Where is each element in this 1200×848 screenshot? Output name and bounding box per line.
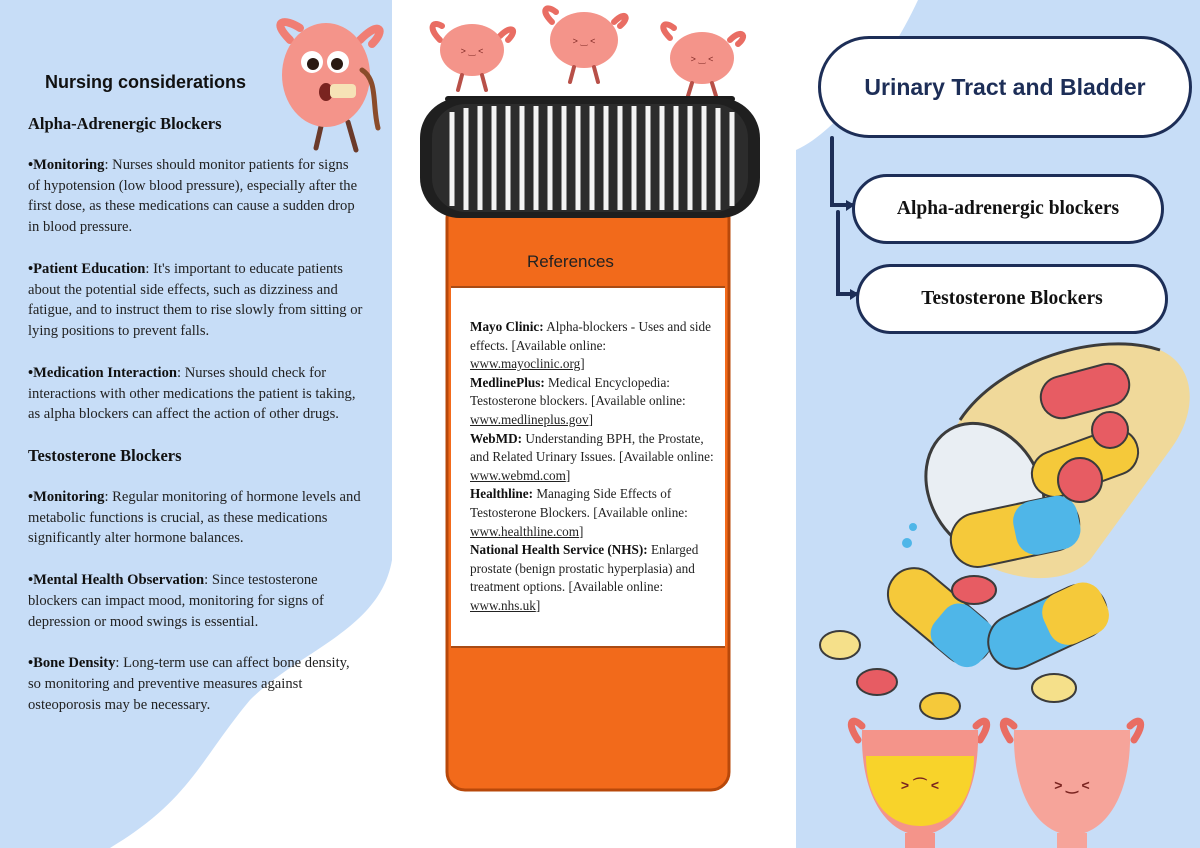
reference-link[interactable]: www.nhs.uk [470, 597, 536, 613]
reference-link[interactable]: www.webmd.com [470, 467, 566, 483]
spilled-pills-jar-icon [902, 344, 1189, 578]
reference-item: National Health Service (NHS): Enlarged prostate (benign prostatic hyperplasia) and treatment options. [Available online: www.nhs.uk] [470, 542, 699, 613]
urinary-tract-title-box [818, 36, 1192, 138]
reference-item: Mayo Clinic: Alpha-blockers - Uses and side effects. [Available online: www.mayoclinic.org] [470, 319, 711, 372]
alpha-blockers-box [852, 174, 1164, 244]
alpha-blockers-label: Alpha-adrenergic blockers [896, 198, 1120, 219]
alpha-monitoring-paragraph: •Monitoring: Nurses should monitor patients for signs of hypotension (low blood pressure), especially after the first dose, as these medications can cause a sudden drop in blood pressure. [28, 156, 358, 236]
testosterone-mental-health-paragraph: •Mental Health Observation: Since testosterone blockers can impact mood, monitoring for signs of depression or mood swings is essential. [28, 571, 324, 630]
testosterone-blockers-heading: Testosterone Blockers [28, 445, 182, 465]
urinary-tract-title: Urinary Tract and Bladder [864, 73, 1146, 100]
svg-text:> ⌒ <: > ⌒ < [900, 777, 940, 793]
reference-link[interactable]: www.healthline.com [470, 523, 580, 539]
reference-item: MedlinePlus: Medical Encyclopedia: Testosterone blockers. [Available online: www.medlineplus.gov] [470, 374, 686, 427]
alpha-medication-interaction-paragraph: •Medication Interaction: Nurses should check for interactions with other medications the patient is taking, as alpha blockers can affect the action of other drugs. [28, 364, 356, 423]
testosterone-blockers-box [856, 264, 1168, 334]
alpha-blockers-heading: Alpha-Adrenergic Blockers [28, 114, 222, 133]
reference-item: Healthline: Managing Side Effects of Testosterone Blockers. [Available online: www.healthline.com] [470, 486, 688, 539]
reference-item: WebMD: Understanding BPH, the Prostate, and Related Urinary Issues. [Available online: www.webmd.com] [470, 430, 714, 483]
svg-text:> ‿ <: > ‿ < [1054, 777, 1090, 793]
references-title: References [527, 252, 614, 271]
references-list [470, 318, 720, 616]
testosterone-blockers-label: Testosterone Blockers [921, 288, 1103, 309]
testosterone-monitoring-paragraph: •Monitoring: Regular monitoring of hormone levels and metabolic functions is crucial, as these medications significantly alter hormone balances. [28, 488, 361, 547]
svg-text:> ‿ <: > ‿ < [460, 46, 484, 56]
svg-text:> ‿ <: > ‿ < [572, 36, 596, 46]
alpha-patient-education-paragraph: •Patient Education: It's important to educate patients about the potential side effects, such as dizziness and fatigue, and to instruct them to rise slowly from sitting or lying positions to prevent falls. [28, 260, 363, 340]
testosterone-bone-density-paragraph: •Bone Density: Long-term use can affect bone density, so monitoring and preventive measures against osteoporosis may be necessary. [28, 655, 350, 713]
nursing-considerations-content [28, 114, 364, 736]
reference-link[interactable]: www.medlineplus.gov [470, 411, 589, 427]
nursing-considerations-title: Nursing considerations [45, 72, 247, 92]
bladder-yellow-icon [851, 721, 986, 848]
reference-link[interactable]: www.mayoclinic.org [470, 356, 581, 372]
bladder-pink-icon [1003, 721, 1140, 848]
bladder-mascots-row-icon [433, 8, 743, 96]
svg-text:> ‿ <: > ‿ < [690, 54, 714, 64]
